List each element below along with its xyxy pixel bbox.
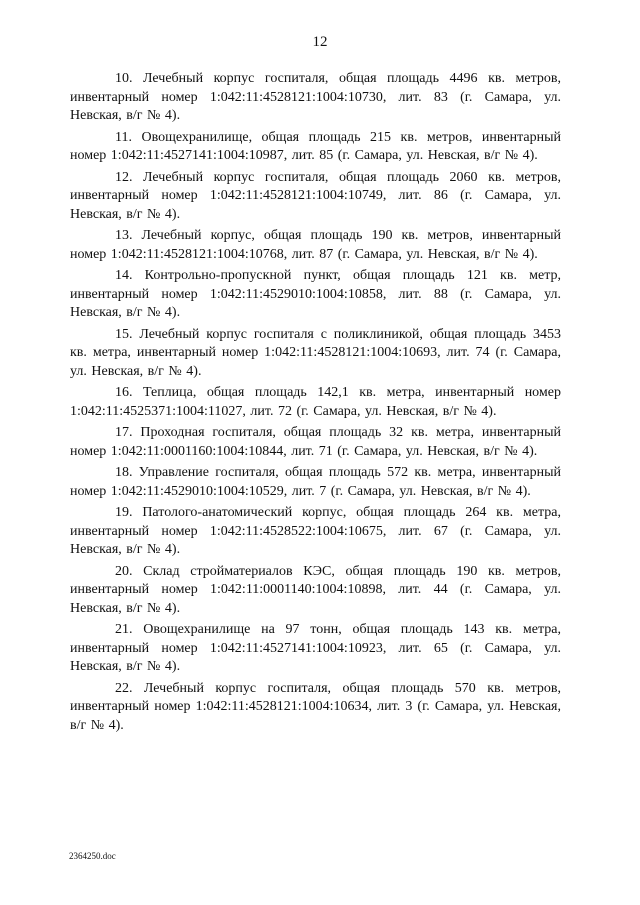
list-item: 11. Овощехранилище, общая площадь 215 кв. метров, инвентарный номер 1:042:11:4527141:1004:10987, лит. 85 (г. Самара, ул. Невская, в/г № 4).: [70, 129, 561, 163]
list-item: 18. Управление госпиталя, общая площадь 572 кв. метра, инвентарный номер 1:042:11:4529010:1004:10529, лит. 7 (г. Самара, ул. Невская, в/г № 4).: [70, 465, 561, 499]
document-body: [70, 70, 561, 738]
list-item: 19. Патолого-анатомический корпус, общая площадь 264 кв. метра, инвентарный номер 1:042:11:4528522:1004:10675, лит. 67 (г. Самара, ул. Невская, в/г № 4).: [70, 505, 561, 557]
footer-doc-code: 2364250.doc: [69, 851, 116, 861]
list-item: 20. Склад стройматериалов КЭС, общая площадь 190 кв. метров, инвентарный номер 1:042:11:0001140:1004:10898, лит. 44 (г. Самара, ул. Невская, в/г № 4).: [70, 563, 561, 616]
list-item: 14. Контрольно-пропускной пункт, общая площадь 121 кв. метр, инвентарный номер 1:042:11:4529010:1004:10858, лит. 88 (г. Самара, ул. Невская, в/г № 4).: [70, 268, 561, 320]
list-item: 16. Теплица, общая площадь 142,1 кв. метра, инвентарный номер 1:042:11:4525371:1004:11027, лит. 72 (г. Самара, ул. Невская, в/г № 4).: [70, 385, 561, 419]
list-item: 17. Проходная госпиталя, общая площадь 32 кв. метра, инвентарный номер 1:042:11:0001160:1004:10844, лит. 71 (г. Самара, ул. Невская, в/г № 4).: [70, 425, 561, 459]
list-item: 15. Лечебный корпус госпиталя с поликлиникой, общая площадь 3453 кв. метра, инвентарный номер 1:042:11:4528121:1004:10693, лит. 74 (г. Самара, ул. Невская, в/г № 4).: [70, 326, 561, 379]
page-number: 12: [312, 34, 328, 50]
list-item: 10. Лечебный корпус госпиталя, общая площадь 4496 кв. метров, инвентарный номер 1:042:11:4528121:1004:10730, лит. 83 (г. Самара, ул. Невская, в/г № 4).: [70, 71, 561, 123]
list-item: 12. Лечебный корпус госпиталя, общая площадь 2060 кв. метров, инвентарный номер 1:042:11:4528121:1004:10749, лит. 86 (г. Самара, ул. Невская, в/г № 4).: [70, 169, 561, 222]
list-item: 13. Лечебный корпус, общая площадь 190 кв. метров, инвентарный номер 1:042:11:4528121:1004:10768, лит. 87 (г. Самара, ул. Невская, в/г № 4).: [70, 228, 561, 262]
list-item: 22. Лечебный корпус госпиталя, общая площадь 570 кв. метров, инвентарный номер 1:042:11:4528121:1004:10634, лит. 3 (г. Самара, ул. Невская, в/г № 4).: [70, 680, 561, 733]
list-item: 21. Овощехранилище на 97 тонн, общая площадь 143 кв. метра, инвентарный номер 1:042:11:4527141:1004:10923, лит. 65 (г. Самара, ул. Невская, в/г № 4).: [70, 622, 561, 674]
